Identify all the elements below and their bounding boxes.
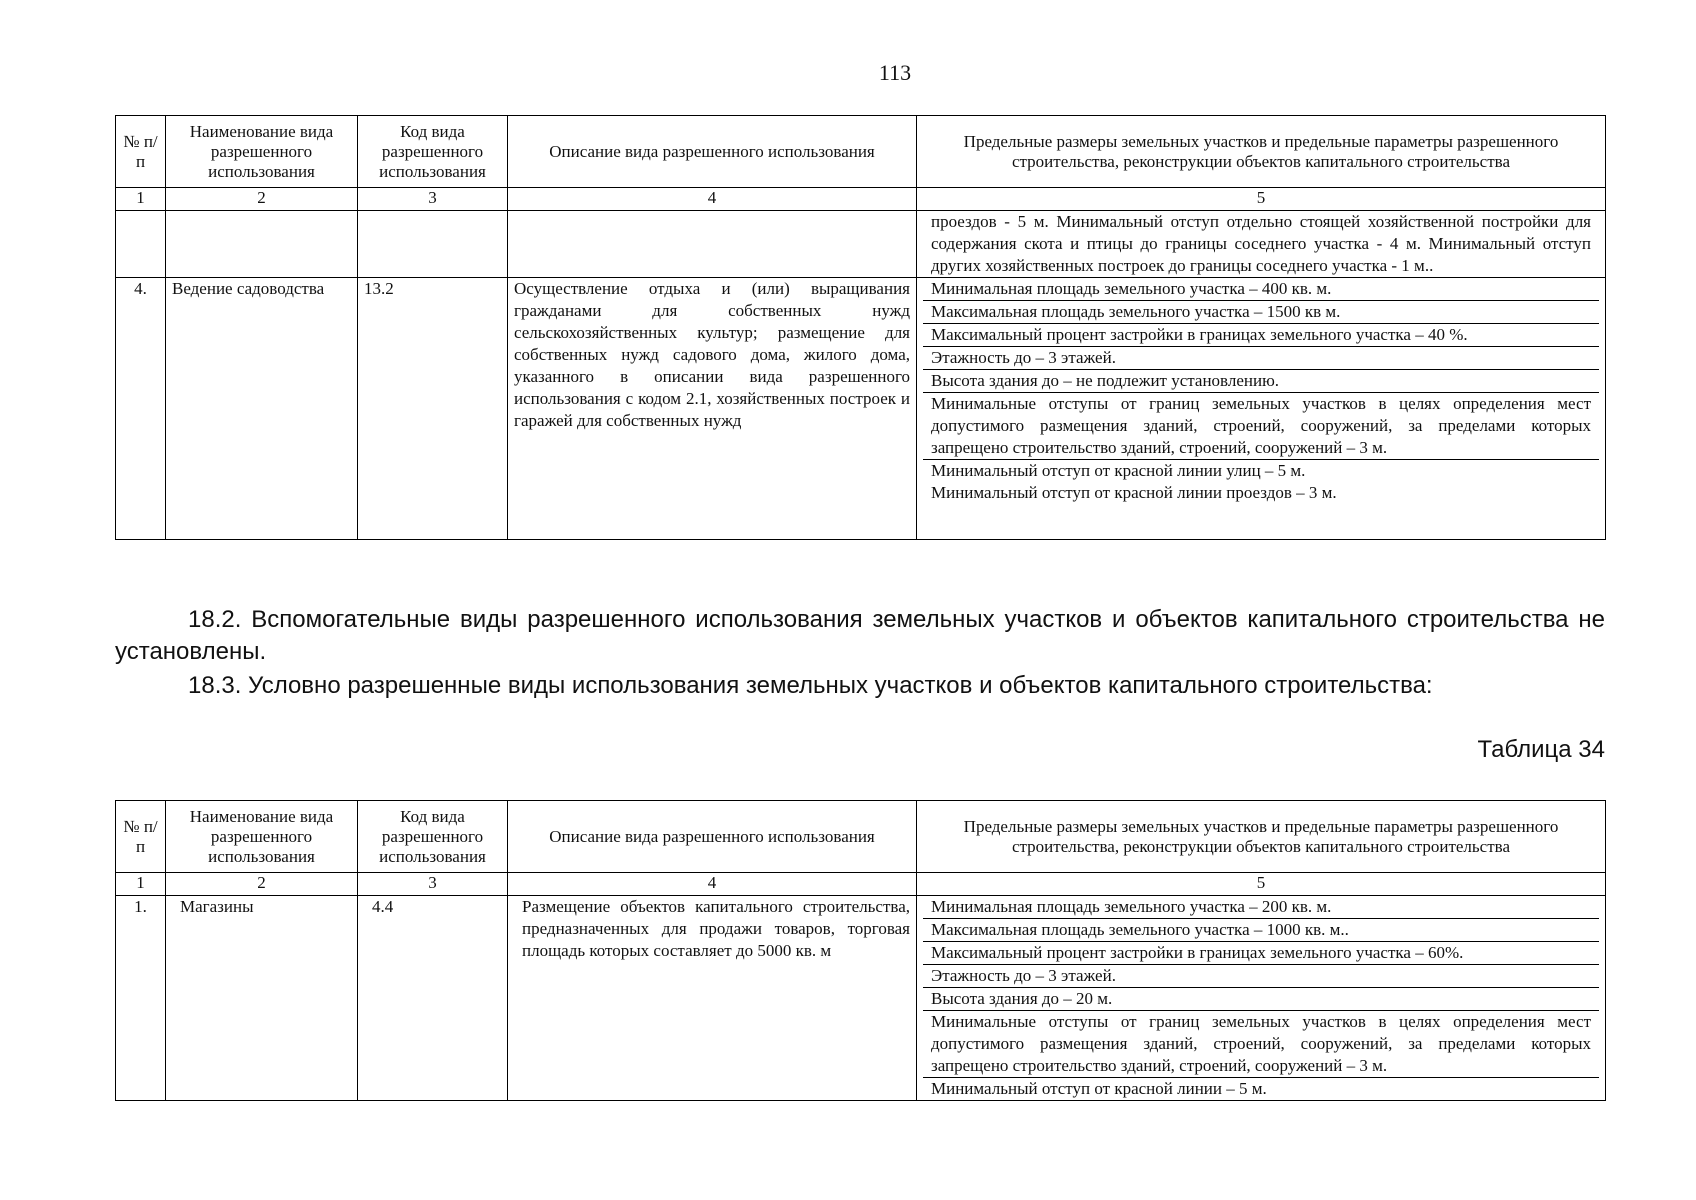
param-max-coverage: Максимальный процент застройки в границах земельного участка – 60%. xyxy=(923,942,1599,965)
param-max-area: Максимальная площадь земельного участка – 1500 кв м. xyxy=(923,301,1599,324)
table-label: Таблица 34 xyxy=(1477,736,1605,763)
param-red-line xyxy=(923,460,1599,504)
param-red-line-streets: Минимальный отступ от красной линии улиц – 5 м. xyxy=(931,461,1306,480)
col-number: 3 xyxy=(358,873,508,896)
continuation-text: проездов - 5 м. Минимальный отступ отдельно стоящей хозяйственной постройки для содержания скота и птицы до границы соседнего участка - 4 м. Минимальный отступ других хозяйственных построек до границы соседнего участка - 1 м.. xyxy=(931,212,1591,275)
col-number: 4 xyxy=(508,188,917,211)
table-row xyxy=(116,896,1606,1101)
column-numbers-row xyxy=(116,873,1606,896)
header-name: Наименование вида разрешенного использования xyxy=(166,116,358,188)
continuation-row xyxy=(116,211,1606,278)
col-number: 3 xyxy=(358,188,508,211)
column-numbers-row xyxy=(116,188,1606,211)
col-number: 1 xyxy=(116,188,166,211)
use-code: 13.2 xyxy=(358,278,508,540)
header-num: № п/п xyxy=(116,116,166,188)
param-min-area: Минимальная площадь земельного участка – 400 кв. м. xyxy=(923,278,1599,301)
use-params xyxy=(917,278,1606,540)
header-params: Предельные размеры земельных участков и предельные параметры разрешенного строительства, реконструкции объектов капитального строительства xyxy=(917,116,1606,188)
header-description: Описание вида разрешенного использования xyxy=(508,116,917,188)
param-floors: Этажность до – 3 этажей. xyxy=(923,347,1599,370)
use-code: 4.4 xyxy=(358,896,508,1101)
header-code: Код вида разрешенного использования xyxy=(358,116,508,188)
use-name: Магазины xyxy=(166,896,358,1101)
use-params xyxy=(917,896,1606,1101)
row-number: 1. xyxy=(116,896,166,1101)
paragraph-18-2: 18.2. Вспомогательные виды разрешенного использования земельных участков и объектов капитального строительства не установлены. xyxy=(115,606,1605,665)
param-red-line: Минимальный отступ от красной линии – 5 м. xyxy=(931,1079,1267,1098)
header-code: Код вида разрешенного использования xyxy=(358,801,508,873)
use-description: Осуществление отдыха и (или) выращивания гражданами для собственных нужд сельскохозяйственных культур; размещение для собственных нужд садового дома, жилого дома, указанного в описании вида разрешенного использования с кодом 2.1, хозяйственных построек и гаражей для собственных нужд xyxy=(508,278,917,540)
header-description: Описание вида разрешенного использования xyxy=(508,801,917,873)
col-number: 4 xyxy=(508,873,917,896)
paragraph-18-3: 18.3. Условно разрешенные виды использования земельных участков и объектов капитального строительства: xyxy=(188,672,1433,699)
param-max-coverage: Максимальный процент застройки в границах земельного участка – 40 %. xyxy=(923,324,1599,347)
use-name: Ведение садоводства xyxy=(166,278,358,540)
param-height: Высота здания до – не подлежит установлению. xyxy=(923,370,1599,393)
row-number: 4. xyxy=(116,278,166,540)
param-red-line-passages: Минимальный отступ от красной линии проездов – 3 м. xyxy=(931,483,1337,502)
param-min-setbacks: Минимальные отступы от границ земельных участков в целях определения мест допустимого размещения зданий, строений, сооружений, за пределами которых запрещено строительство зданий, строений, сооружений – 3 м. xyxy=(923,393,1599,460)
param-min-area: Минимальная площадь земельного участка – 200 кв. м. xyxy=(923,896,1599,919)
header-name: Наименование вида разрешенного использования xyxy=(166,801,358,873)
header-row xyxy=(116,116,1606,188)
col-number: 1 xyxy=(116,873,166,896)
param-height: Высота здания до – 20 м. xyxy=(923,988,1599,1011)
col-number: 2 xyxy=(166,188,358,211)
table-row xyxy=(116,278,1606,540)
conditional-use-table xyxy=(115,800,1606,1101)
use-description: Размещение объектов капитального строительства, предназначенных для продажи товаров, торговая площадь которых составляет до 5000 кв. м xyxy=(508,896,917,1101)
permitted-use-table-main xyxy=(115,115,1606,540)
section-18-2 xyxy=(115,604,1605,668)
header-row xyxy=(116,801,1606,873)
param-max-area: Максимальная площадь земельного участка – 1000 кв. м.. xyxy=(923,919,1599,942)
section-18-3 xyxy=(115,670,1605,702)
param-min-setbacks: Минимальные отступы от границ земельных участков в целях определения мест допустимого размещения зданий, строений, сооружений, за пределами которых запрещено строительство зданий, строений, сооружений – 3 м. xyxy=(923,1011,1599,1078)
header-params: Предельные размеры земельных участков и предельные параметры разрешенного строительства, реконструкции объектов капитального строительства xyxy=(917,801,1606,873)
param-floors: Этажность до – 3 этажей. xyxy=(923,965,1599,988)
col-number: 2 xyxy=(166,873,358,896)
page-number: 113 xyxy=(878,60,912,85)
header-num: № п/п xyxy=(116,801,166,873)
col-number: 5 xyxy=(917,873,1606,896)
col-number: 5 xyxy=(917,188,1606,211)
